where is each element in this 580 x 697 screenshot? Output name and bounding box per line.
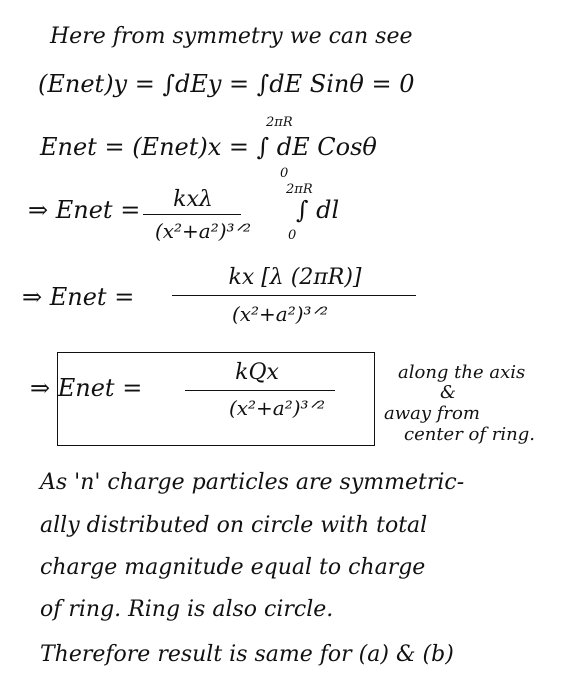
side-note-line1: along the axis <box>398 362 526 383</box>
upper-limit-2: 2πR <box>286 182 313 197</box>
step-6-fraction-bar <box>185 390 335 391</box>
paragraph-line1: As 'n' charge particles are symmetric- <box>40 470 465 495</box>
paragraph-line5: Therefore result is same for (a) & (b) <box>40 642 454 667</box>
step-4-numerator: kxλ <box>173 187 213 212</box>
paragraph-line2: ally distributed on circle with total <box>40 513 428 538</box>
side-note-line2: & <box>440 382 457 403</box>
step-6-lhs: ⇒ Enet = <box>30 374 143 402</box>
step-4-denominator: (x²+a²)³ᐟ² <box>154 219 252 243</box>
enet-y-equation: (Enet)y = ∫dEy = ∫dE Sinθ = 0 <box>38 70 415 98</box>
step-6-denominator: (x²+a²)³ᐟ² <box>228 396 326 420</box>
lower-limit-2: 0 <box>288 228 297 243</box>
symmetry-intro: Here from symmetry we can see <box>50 24 413 49</box>
step-4-integral: ∫ dl <box>296 196 340 224</box>
paragraph-line3: charge magnitude equal to charge <box>40 555 426 580</box>
step-5-lhs: ⇒ Enet = <box>22 283 135 311</box>
step-5-numerator: kx [λ (2πR)] <box>228 265 362 290</box>
side-note-line4: center of ring. <box>404 424 535 445</box>
enet-x-equation: Enet = (Enet)x = ∫ dE Cosθ <box>40 133 377 161</box>
paragraph-line4: of ring. Ring is also circle. <box>40 597 334 622</box>
upper-limit-1: 2πR <box>266 115 293 130</box>
lower-limit-1: 0 <box>280 166 289 181</box>
step-4-lhs: ⇒ Enet = <box>28 196 141 224</box>
step-5-fraction-bar <box>172 295 416 296</box>
step-5-denominator: (x²+a²)³ᐟ² <box>231 302 329 326</box>
step-4-fraction-bar <box>143 214 241 215</box>
side-note-line3: away from <box>384 403 480 424</box>
step-6-numerator: kQx <box>235 360 279 385</box>
